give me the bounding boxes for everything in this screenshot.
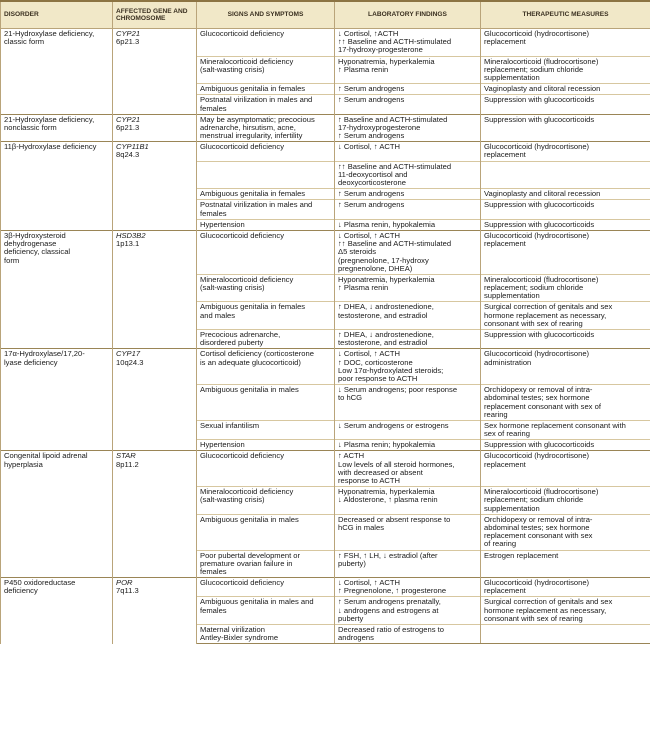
gene-name: CYP11B1 <box>116 142 149 152</box>
table-row <box>1 142 650 161</box>
labs-cell: Hyponatremia, hyperkalemia ↑ Plasma renin <box>335 56 481 84</box>
therapy-cell: Sex hormone replacement consonant with sex of rearing <box>481 420 650 439</box>
gene-name: CYP21 <box>116 114 141 124</box>
table-row <box>1 114 650 142</box>
gene-cell <box>113 114 197 142</box>
labs-cell: ↑ ACTH Low levels of all steroid hormones, with decreased or absent response to ACTH <box>335 451 481 487</box>
signs-cell: Glucocorticoid deficiency <box>197 451 335 487</box>
gene-cell <box>113 578 197 644</box>
gene-cell <box>113 349 197 451</box>
signs-cell: Ambiguous genitalia in females and males <box>197 302 335 330</box>
disorder-cell: 21-Hydroxylase deficiency, classic form <box>1 29 113 115</box>
therapy-cell <box>481 625 650 644</box>
signs-cell: Postnatal virilization in males and females <box>197 95 335 114</box>
labs-cell: ↓ Plasma renin, hypokalemia <box>335 219 481 230</box>
signs-cell: Poor pubertal development or premature ovarian failure in females <box>197 550 335 578</box>
signs-cell: Glucocorticoid deficiency <box>197 29 335 57</box>
header-therapy: THERAPEUTIC MEASURES <box>481 1 650 29</box>
signs-cell: Postnatal virilization in males and females <box>197 200 335 219</box>
gene-name: STAR <box>116 451 136 461</box>
therapy-cell: Glucocorticoid (hydrocortisone) replacement <box>481 230 650 274</box>
gene-cell <box>113 142 197 231</box>
signs-cell: Cortisol deficiency (corticosterone is an adequate glucocorticoid) <box>197 349 335 385</box>
header-disorder: DISORDER <box>1 1 113 29</box>
disorder-cell: 3β-Hydroxysteroid dehydrogenase deficiency, classical form <box>1 230 113 348</box>
signs-cell: Ambiguous genitalia in females <box>197 189 335 200</box>
therapy-cell: Suppression with glucocorticoids <box>481 114 650 142</box>
chromosome-locus: 8p11.2 <box>116 459 139 469</box>
therapy-cell: Mineralocorticoid (fludrocortisone) replacement; sodium chloride supplementation <box>481 56 650 84</box>
labs-cell: ↓ Serum androgens or estrogens <box>335 420 481 439</box>
therapy-cell: Surgical correction of genitals and sex hormone replacement as necessary, consonant with sex of rearing <box>481 302 650 330</box>
labs-cell: ↓ Plasma renin; hypokalemia <box>335 440 481 451</box>
gene-name: POR <box>116 578 133 588</box>
labs-cell: ↑ FSH, ↑ LH, ↓ estradiol (after puberty) <box>335 550 481 578</box>
signs-cell: Glucocorticoid deficiency <box>197 142 335 161</box>
labs-cell: ↓ Serum androgens; poor response to hCG <box>335 385 481 421</box>
therapy-cell: Glucocorticoid (hydrocortisone) replacement <box>481 142 650 161</box>
signs-cell: Precocious adrenarche, disordered puberty <box>197 330 335 349</box>
gene-cell <box>113 230 197 348</box>
signs-cell <box>197 161 335 189</box>
labs-cell: ↓ Cortisol, ↑ACTH ↑↑ Baseline and ACTH-stimulated 17-hydroxy-progesterone <box>335 29 481 57</box>
chromosome-locus: 8q24.3 <box>116 150 140 160</box>
therapy-cell: Orchidopexy or removal of intra- abdominal testes; sex hormone replacement consonant with sex of rearing <box>481 514 650 550</box>
gene-name: CYP21 <box>116 29 141 38</box>
therapy-cell: Orchidopexy or removal of intra- abdominal testes; sex hormone replacement consonant with sex of rearing <box>481 385 650 421</box>
therapy-cell: Estrogen replacement <box>481 550 650 578</box>
gene-cell <box>113 451 197 578</box>
signs-cell: Mineralocorticoid deficiency (salt-wasting crisis) <box>197 487 335 515</box>
therapy-cell: Vaginoplasty and clitoral recession <box>481 189 650 200</box>
chromosome-locus: 1p13.1 <box>116 239 140 249</box>
table-header <box>1 1 650 29</box>
signs-cell: Maternal virilization Antley-Bixler syndrome <box>197 625 335 644</box>
therapy-cell: Suppression with glucocorticoids <box>481 440 650 451</box>
labs-cell: ↑↑ Baseline and ACTH-stimulated 11-deoxycortisol and deoxycorticosterone <box>335 161 481 189</box>
labs-cell: ↑ Serum androgens <box>335 200 481 219</box>
therapy-cell: Mineralocorticoid (fludrocortisone) replacement; sodium chloride supplementation <box>481 487 650 515</box>
signs-cell: Ambiguous genitalia in males <box>197 385 335 421</box>
therapy-cell: Suppression with glucocorticoids <box>481 200 650 219</box>
table-row <box>1 451 650 487</box>
table-row <box>1 578 650 597</box>
header-gene: AFFECTED GENE AND CHROMOSOME <box>113 1 197 29</box>
disorder-cell: 21-Hydroxylase deficiency, nonclassic form <box>1 114 113 142</box>
header-labs: LABORATORY FINDINGS <box>335 1 481 29</box>
therapy-cell: Surgical correction of genitals and sex hormone replacement as necessary, consonant with sex of rearing <box>481 597 650 625</box>
therapy-cell: Suppression with glucocorticoids <box>481 330 650 349</box>
signs-cell: Mineralocorticoid deficiency (salt-wasting crisis) <box>197 274 335 302</box>
labs-cell: ↓ Cortisol, ↑ ACTH ↑ Pregnenolone, ↑ progesterone <box>335 578 481 597</box>
table-body <box>1 29 650 644</box>
table-row <box>1 349 650 385</box>
therapy-cell: Glucocorticoid (hydrocortisone) replacement <box>481 29 650 57</box>
disorder-cell: Congenital lipoid adrenal hyperplasia <box>1 451 113 578</box>
signs-cell: Ambiguous genitalia in males <box>197 514 335 550</box>
signs-cell: Sexual infantilism <box>197 420 335 439</box>
chromosome-locus: 10q24.3 <box>116 357 144 367</box>
labs-cell: ↑ Baseline and ACTH-stimulated 17-hydroxyprogesterone ↑ Serum androgens <box>335 114 481 142</box>
labs-cell: ↑ Serum androgens <box>335 189 481 200</box>
therapy-cell: Glucocorticoid (hydrocortisone) replacement <box>481 451 650 487</box>
table-row <box>1 29 650 57</box>
disorder-cell: P450 oxidoreductase deficiency <box>1 578 113 644</box>
gene-name: CYP17 <box>116 349 141 359</box>
therapy-cell: Vaginoplasty and clitoral recession <box>481 84 650 95</box>
disorder-cell: 17α-Hydroxylase/17,20- lyase deficiency <box>1 349 113 451</box>
labs-cell: ↓ Cortisol, ↑ ACTH <box>335 142 481 161</box>
labs-cell: ↑ Serum androgens <box>335 95 481 114</box>
signs-cell: Ambiguous genitalia in females <box>197 84 335 95</box>
signs-cell: Mineralocorticoid deficiency (salt-wasting crisis) <box>197 56 335 84</box>
signs-cell: Hypertension <box>197 440 335 451</box>
table-row <box>1 230 650 274</box>
therapy-cell: Mineralocorticoid (fludrocortisone) replacement; sodium chloride supplementation <box>481 274 650 302</box>
header-signs: SIGNS AND SYMPTOMS <box>197 1 335 29</box>
labs-cell: Decreased or absent response to hCG in males <box>335 514 481 550</box>
chromosome-locus: 6p21.3 <box>116 122 140 132</box>
signs-cell: Glucocorticoid deficiency <box>197 578 335 597</box>
signs-cell: May be asymptomatic; precocious adrenarche, hirsutism, acne, menstrual irregularity, infertility <box>197 114 335 142</box>
signs-cell: Glucocorticoid deficiency <box>197 230 335 274</box>
labs-cell: ↑ Serum androgens <box>335 84 481 95</box>
labs-cell: Hyponatremia, hyperkalemia ↓ Aldosterone, ↑ plasma renin <box>335 487 481 515</box>
disorder-cell: 11β-Hydroxylase deficiency <box>1 142 113 231</box>
therapy-cell <box>481 161 650 189</box>
labs-cell: ↑ Serum androgens prenatally, ↓ androgens and estrogens at puberty <box>335 597 481 625</box>
signs-cell: Ambiguous genitalia in males and females <box>197 597 335 625</box>
labs-cell: Hyponatremia, hyperkalemia ↑ Plasma renin <box>335 274 481 302</box>
labs-cell: Decreased ratio of estrogens to androgens <box>335 625 481 644</box>
labs-cell: ↓ Cortisol, ↑ ACTH ↑ DOC, corticosterone Low 17α-hydroxylated steroids; poor response to ACTH <box>335 349 481 385</box>
labs-cell: ↑ DHEA, ↓ androstenedione, testosterone, and estradiol <box>335 330 481 349</box>
labs-cell: ↑ DHEA, ↓ androstenedione, testosterone, and estradiol <box>335 302 481 330</box>
therapy-cell: Suppression with glucocorticoids <box>481 219 650 230</box>
header-row <box>1 1 650 29</box>
chromosome-locus: 6p21.3 <box>116 37 140 47</box>
gene-name: HSD3B2 <box>116 230 146 240</box>
chromosome-locus: 7q11.3 <box>116 586 139 596</box>
therapy-cell: Suppression with glucocorticoids <box>481 95 650 114</box>
therapy-cell: Glucocorticoid (hydrocortisone) replacement <box>481 578 650 597</box>
therapy-cell: Glucocorticoid (hydrocortisone) administration <box>481 349 650 385</box>
labs-cell: ↓ Cortisol, ↑ ACTH ↑↑ Baseline and ACTH-stimulated Δ5 steroids (pregnenolone, 17-hydroxy pregnenolone, DHEA) <box>335 230 481 274</box>
gene-cell <box>113 29 197 115</box>
signs-cell: Hypertension <box>197 219 335 230</box>
